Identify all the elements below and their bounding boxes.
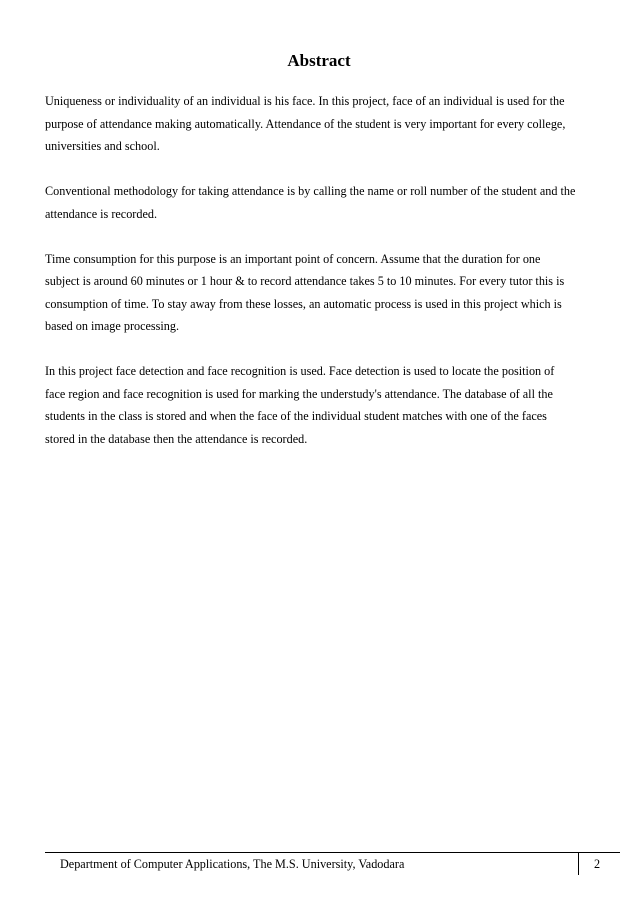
footer-department: Department of Computer Applications, The M.S. University, Vadodara: [60, 857, 405, 871]
abstract-body: [45, 90, 615, 473]
paragraph-2: Conventional methodology for taking attendance is by calling the name or roll number of the student and the attendance is recorded.: [45, 184, 576, 221]
paragraph-1: Uniqueness or individuality of an individual is his face. In this project, face of an individual is used for the purpose of attendance making automatically. Attendance of the student is very important for every college, universities and school.: [45, 94, 566, 153]
paragraph-4: In this project face detection and face recognition is used. Face detection is used to locate the position of face region and face recognition is used for marking the understudy's attendance. The database of all the students in the class is stored and when the face of the individual student matches with one of the faces stored in the database then the attendance is recorded.: [45, 364, 555, 446]
page-number: 2: [594, 857, 601, 871]
footer-divider: [45, 852, 620, 853]
page-title: Abstract: [287, 51, 351, 70]
paragraph-3: Time consumption for this purpose is an important point of concern. Assume that the duration for one subject is around 60 minutes or 1 hour & to record attendance takes 5 to 10 minutes. For every tutor this is consumption of time. To stay away from these losses, an automatic process is used in this project which is based on image processing.: [45, 251, 565, 333]
